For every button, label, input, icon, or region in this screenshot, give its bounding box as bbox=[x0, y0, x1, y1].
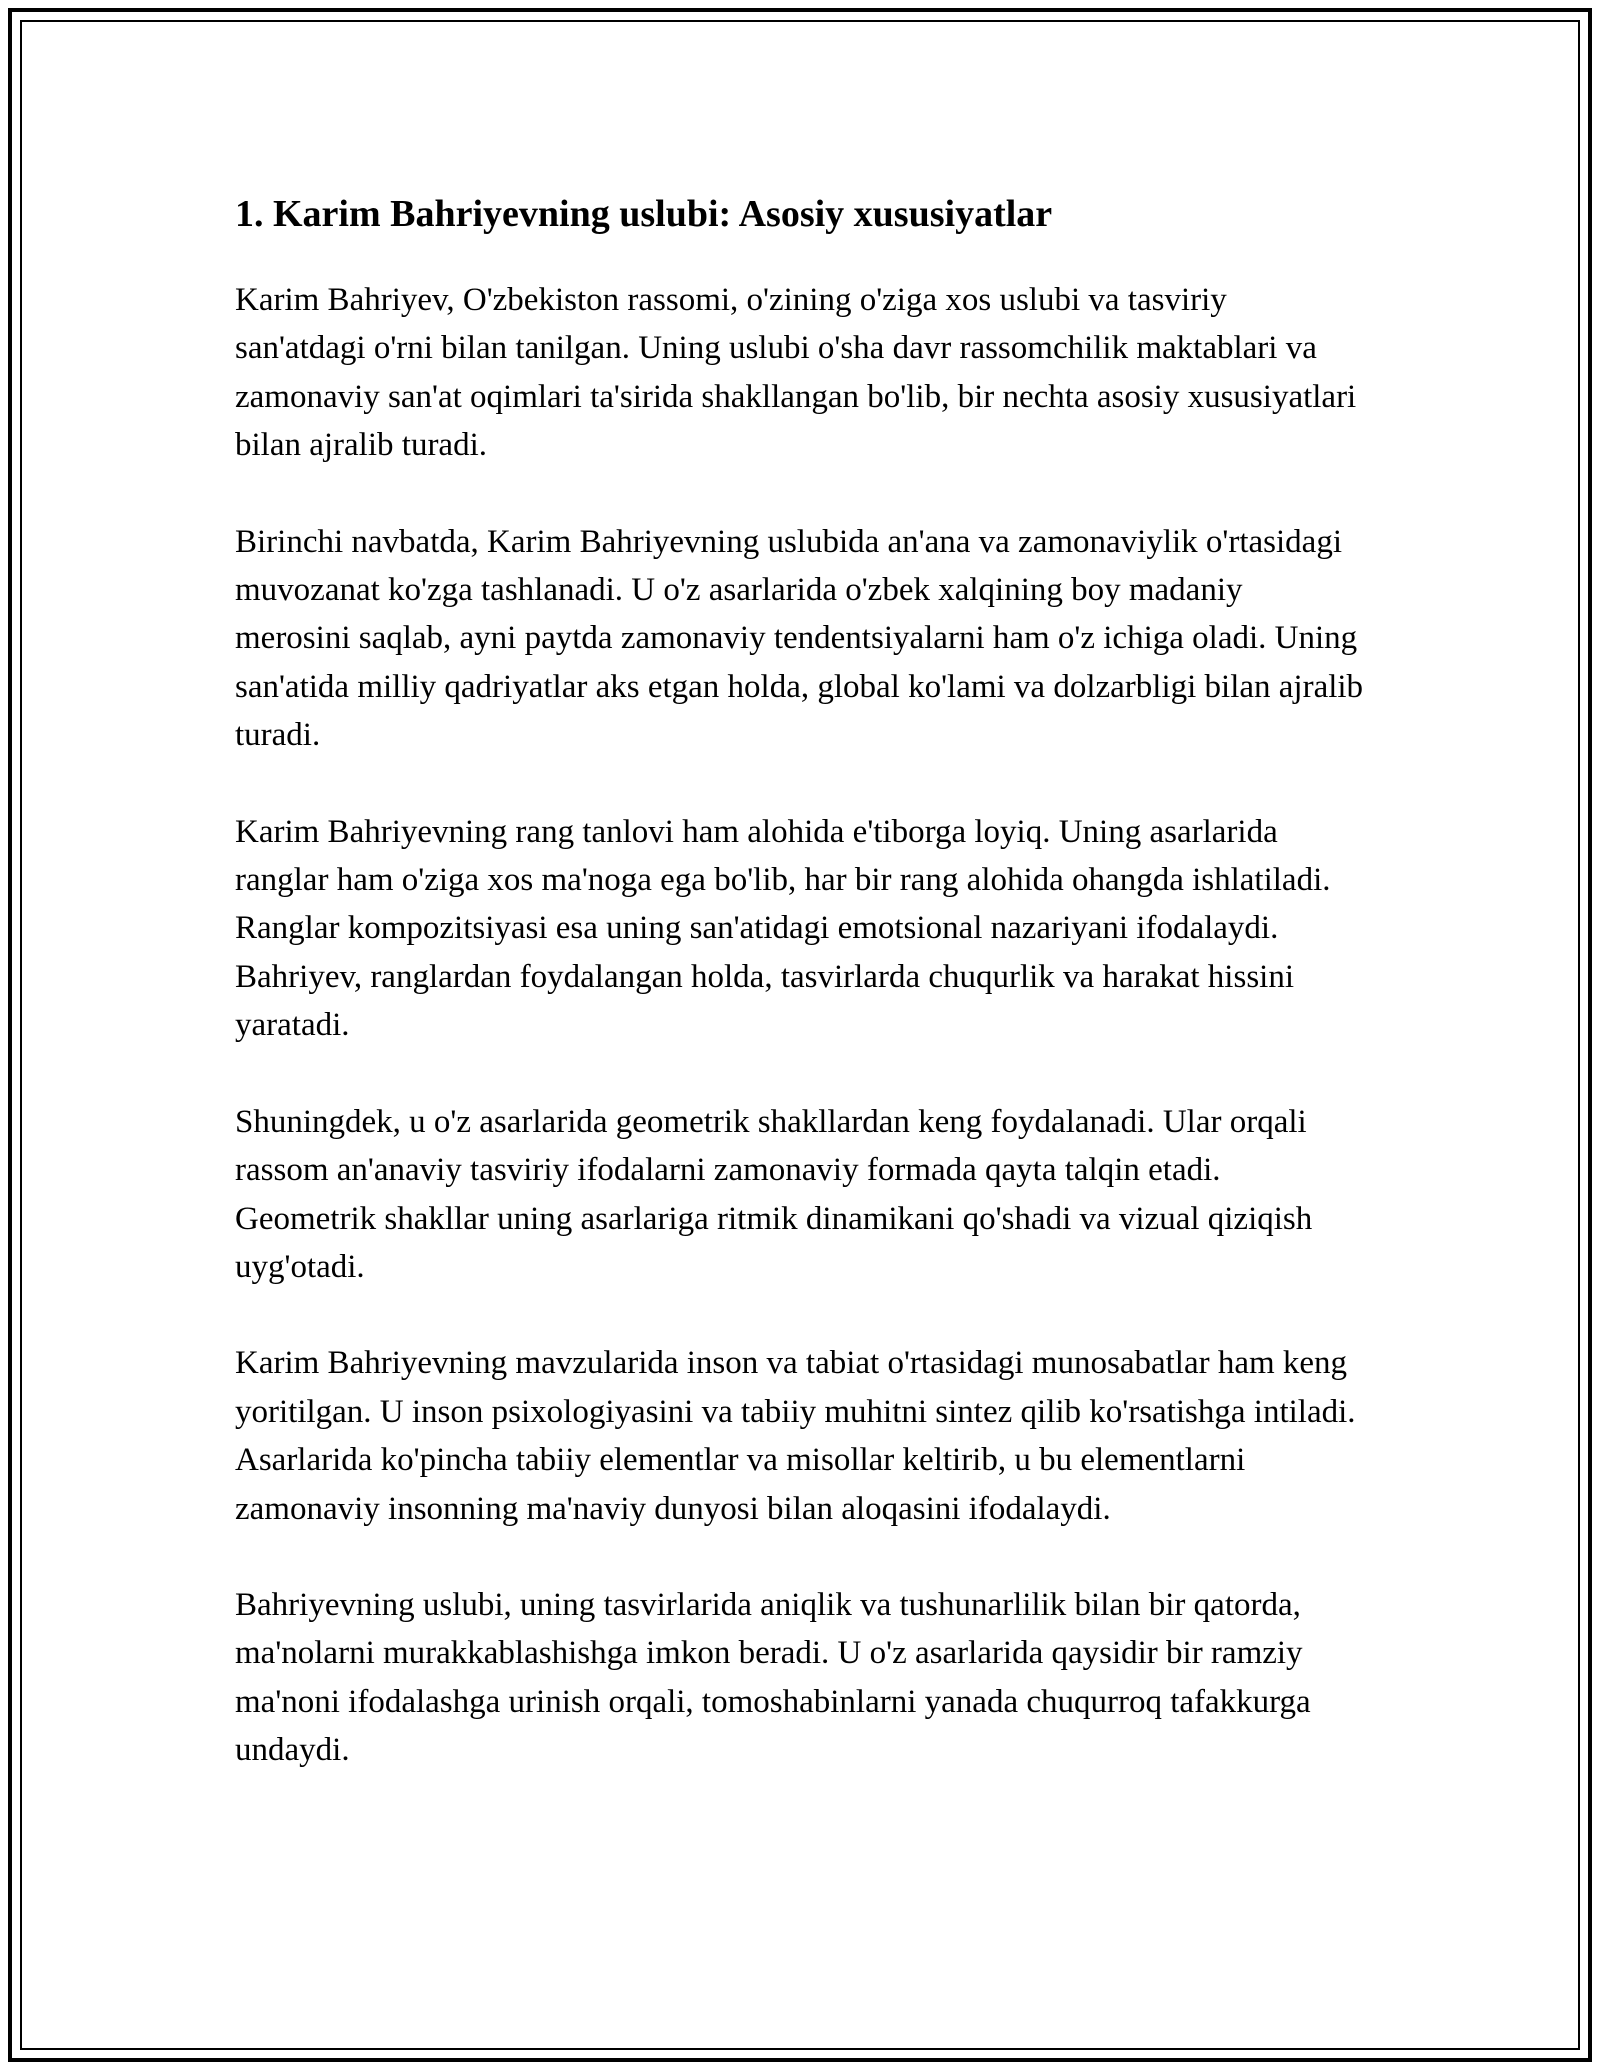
paragraph-2: Birinchi navbatda, Karim Bahriyevning uslubida an'ana va zamonaviylik o'rtasidagi muvozanat ko'zga tashlanadi. U o'z asarlarida o'zbek xalqining boy madaniy merosini saqlab, ayni paytda zamonaviy tendentsiyalarni ham o'z ichiga oladi. Uning san'atida milliy qadriyatlar aks etgan holda, global ko'lami va dolzarbligi bilan ajralib turadi. bbox=[235, 523, 1364, 754]
document-body bbox=[235, 186, 1365, 1823]
paragraph-4: Shuningdek, u o'z asarlarida geometrik shakllardan keng foydalanadi. Ular orqali rassom an'anaviy tasviriy ifodalarni zamonaviy formada qayta talqin etadi. Geometrik shakllar uning asarlariga ritmik dinamikani qo'shadi va vizual qiziqish uyg'otadi. bbox=[235, 1103, 1313, 1285]
paragraph-6: Bahriyevning uslubi, uning tasvirlarida aniqlik va tushunarlilik bilan bir qatorda, ma'nolarni murakkablashishga imkon beradi. U o'z asarlarida qaysidir bir ramziy ma'noni ifodalashga urinish orqali, tomoshabinlarni yanada chuqurroq tafakkurga undaydi. bbox=[235, 1586, 1311, 1769]
section-title: 1. Karim Bahriyevning uslubi: Asosiy xususiyatlar bbox=[235, 193, 1053, 235]
paragraph-3: Karim Bahriyevning rang tanlovi ham alohida e'tiborga loyiq. Uning asarlarida ranglar ham o'ziga xos ma'noga ega bo'lib, har bir rang alohida ohangda ishlatiladi. Ranglar kompozitsiyasi esa uning san'atidagi emotsional nazariyani ifodalaydi. Bahriyev, ranglardan foydalangan holda, tasvirlarda chuqurlik va harakat hissini yaratadi. bbox=[235, 813, 1331, 1044]
paragraph-5: Karim Bahriyevning mavzularida inson va tabiat o'rtasidagi munosabatlar ham keng yoritilgan. U inson psixologiyasini va tabiiy muhitni sintez qilib ko'rsatishga intiladi. Asarlarida ko'pincha tabiiy elementlar va misollar keltirib, u bu elementlarni zamonaviy insonning ma'naviy dunyosi bilan aloqasini ifodalaydi. bbox=[235, 1345, 1356, 1527]
paragraph-1: Karim Bahriyev, O'zbekiston rassomi, o'zining o'ziga xos uslubi va tasviriy san'atdagi o'rni bilan tanilgan. Uning uslubi o'sha davr rassomchilik maktablari va zamonaviy san'at oqimlari ta'sirida shakllangan bo'lib, bir nechta asosiy xususiyatlari bilan ajralib turadi. bbox=[235, 282, 1357, 464]
